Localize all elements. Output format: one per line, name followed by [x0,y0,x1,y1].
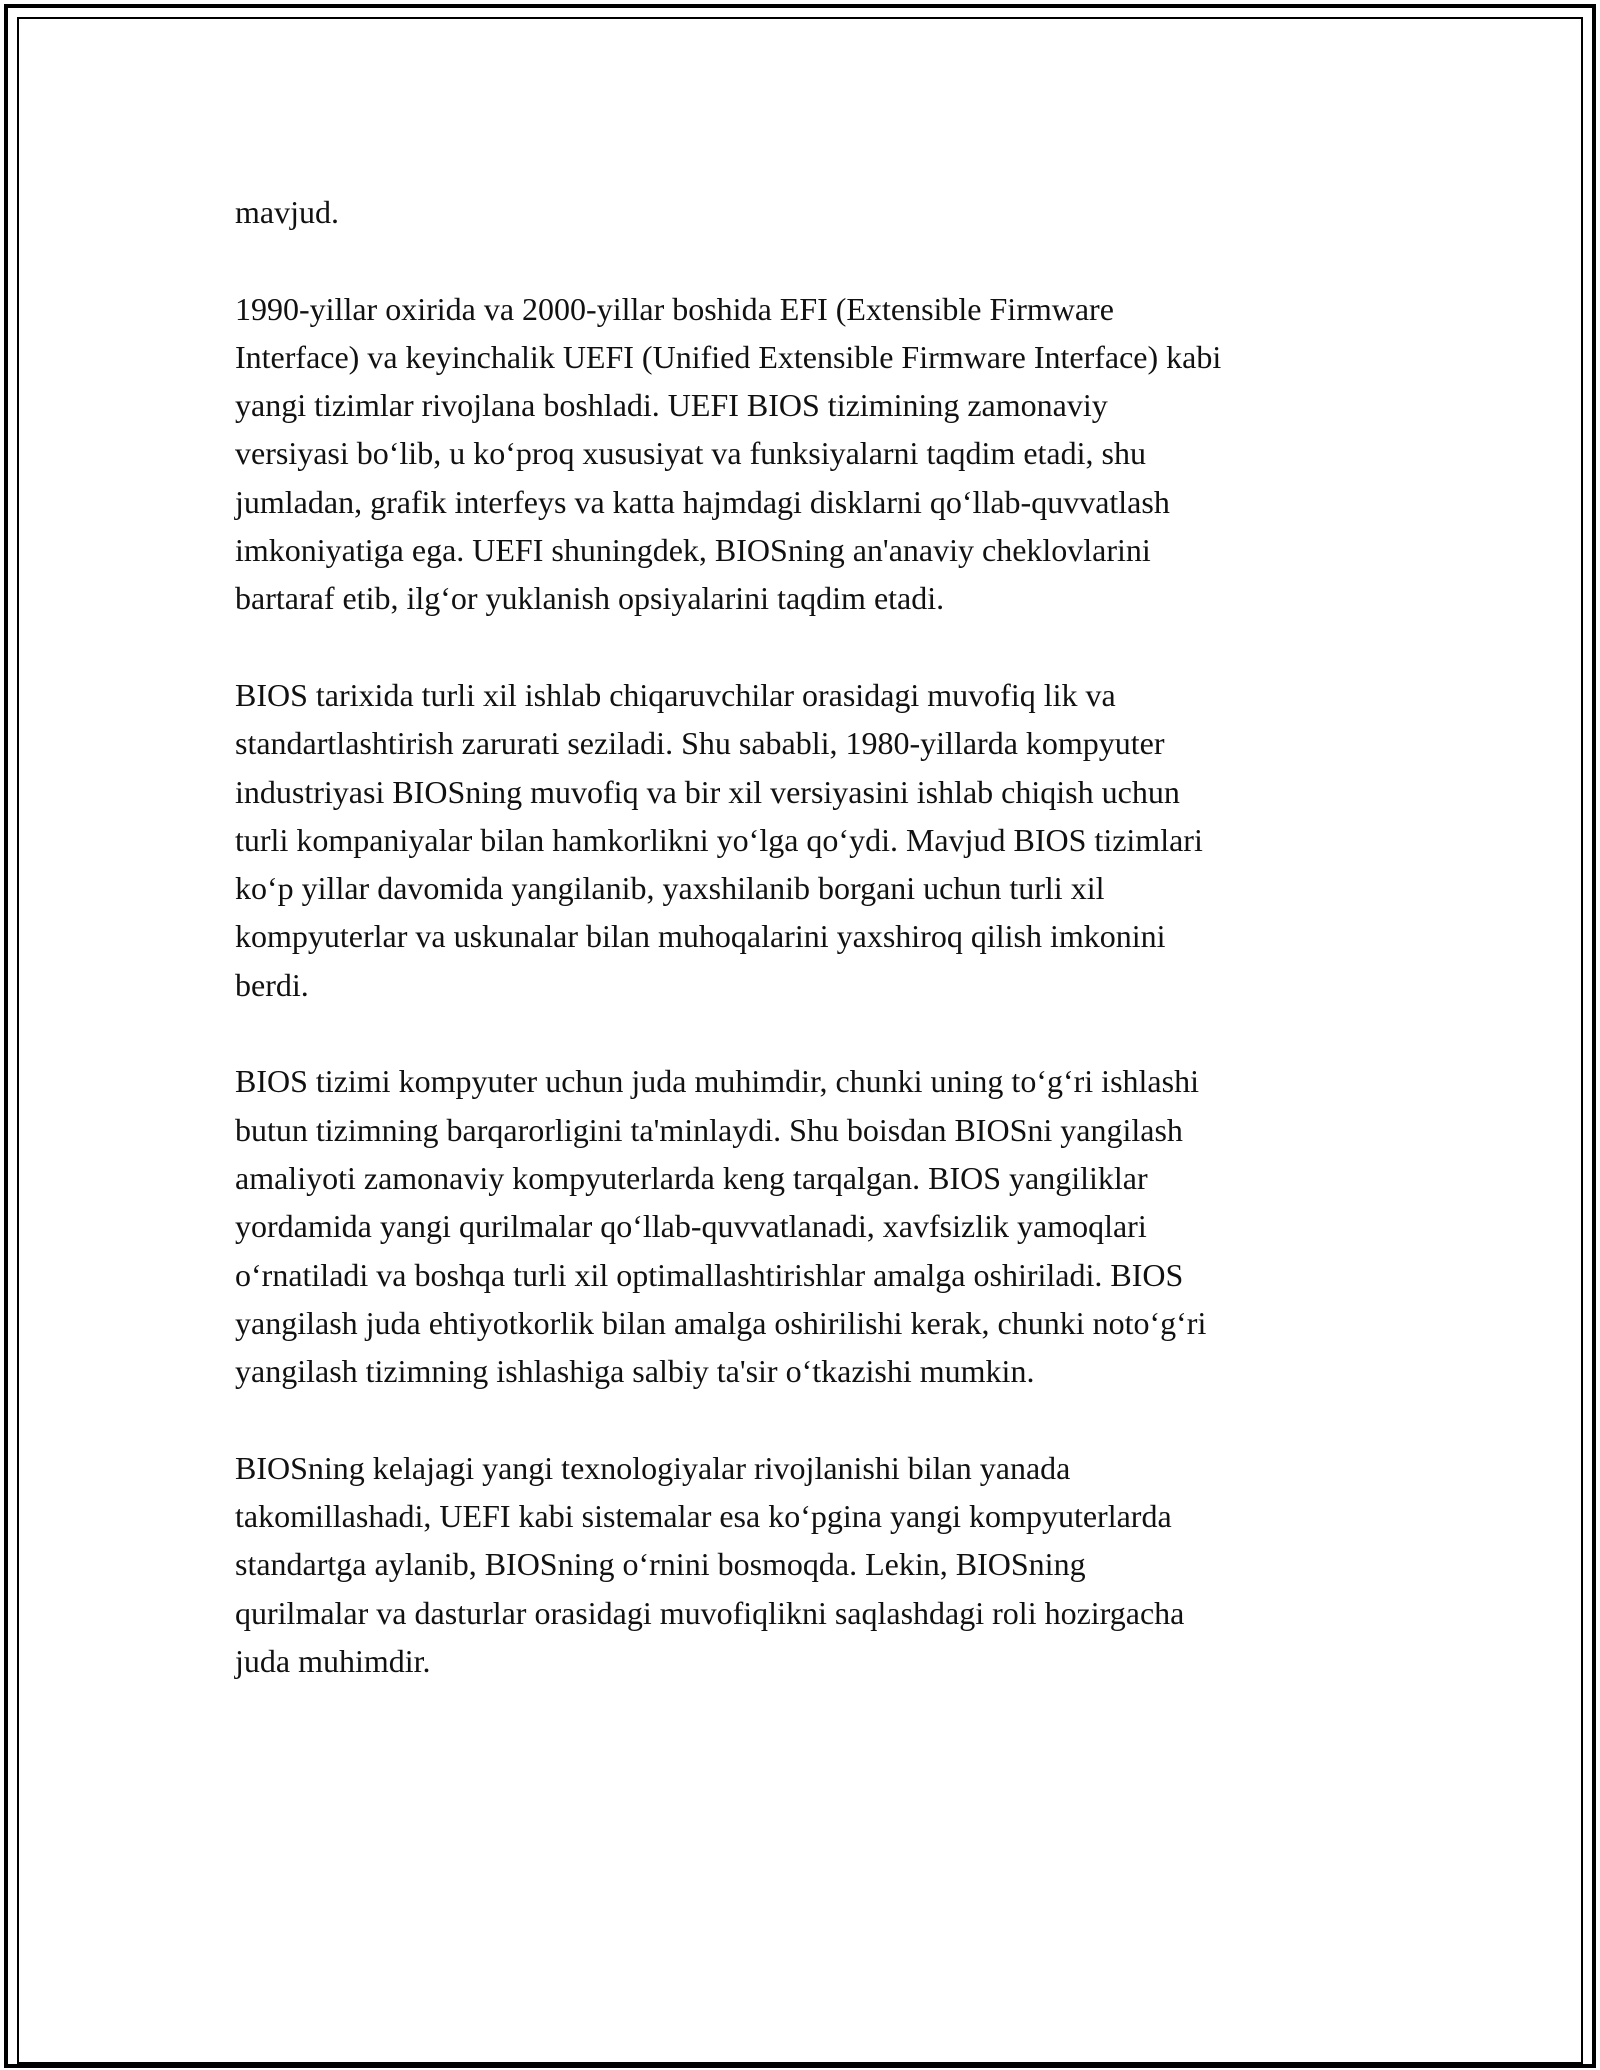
paragraph-continuation: mavjud. [235,194,339,230]
paragraph-bios-standardization: BIOS tarixida turli xil ishlab chiqaruvchilar orasidagi muvofiq lik va standartlashtirish zarurati seziladi. Shu sababli, 1980-yillarda kompyuter industriyasi BIOSning muvofiq va bir xil versiyasini ishlab chiqish uchun turli kompaniyalar bilan hamkorlikni yo‘lga qo‘ydi. Mavjud BIOS tizimlari ko‘p yillar davomida yangilanib, yaxshilanib borgani uchun turli xil kompyuterlar va uskunalar bilan muhoqalarini yaxshiroq qilish imkonini berdi. [235,676,1203,1003]
paragraph-bios-future: BIOSning kelajagi yangi texnologiyalar rivojlanishi bilan yanada takomillashadi, UEFI kabi sistemalar esa ko‘pgina yangi kompyuterlarda standartga aylanib, BIOSning o‘rnini bosmoqda. Lekin, BIOSning qurilmalar va dasturlar orasidagi muvofiqlikni saqlashdagi roli hozirgacha juda muhimdir. [235,1449,1185,1679]
paragraph-uefi-history: 1990-yillar oxirida va 2000-yillar boshida EFI (Extensible Firmware Interface) va keyinchalik UEFI (Unified Extensible Firmware Interface) kabi yangi tizimlar rivojlana boshladi. UEFI BIOS tizimining zamonaviy versiyasi bo‘lib, u ko‘proq xususiyat va funksiyalarni taqdim etadi, shu jumladan, grafik interfeys va katta hajmdagi disklarni qo‘llab-quvvatlash imkoniyatiga ega. UEFI shuningdek, BIOSning an'anaviy cheklovlarini bartaraf etib, ilg‘or yuklanish opsiyalarini taqdim etadi. [235,290,1222,617]
paragraph-bios-updates: BIOS tizimi kompyuter uchun juda muhimdir, chunki uning to‘g‘ri ishlashi butun tizimning barqarorligini ta'minlaydi. Shu boisdan BIOSni yangilash amaliyoti zamonaviy kompyuterlarda keng tarqalgan. BIOS yangiliklar yordamida yangi qurilmalar qo‘llab-quvvatlanadi, xavfsizlik yamoqlari o‘rnatiladi va boshqa turli xil optimallashtirishlar amalga oshiriladi. BIOS yangilash juda ehtiyotkorlik bilan amalga oshirilishi kerak, chunki noto‘g‘ri yangilash tizimning ishlashiga salbiy ta'sir o‘tkazishi mumkin. [235,1063,1207,1390]
document-body [235,188,1375,1734]
